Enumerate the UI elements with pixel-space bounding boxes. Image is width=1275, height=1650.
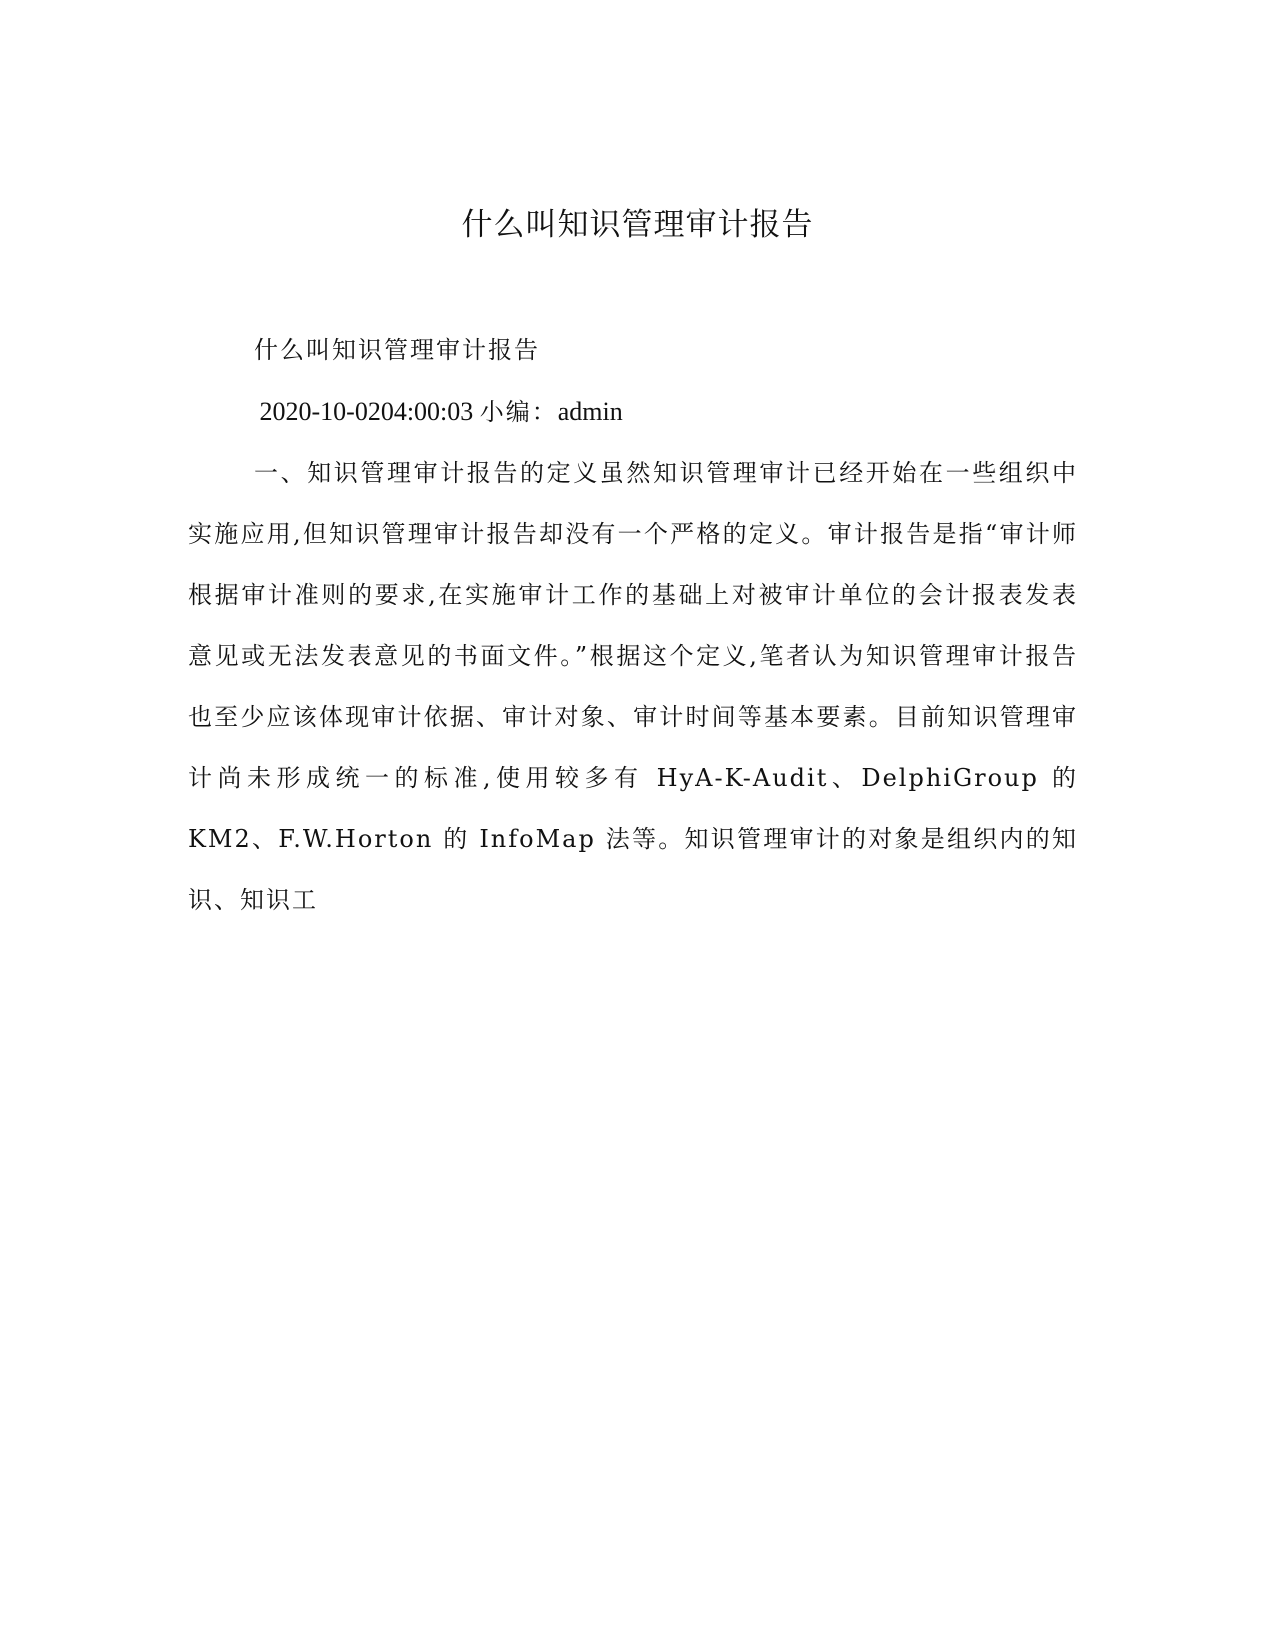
document-body <box>188 320 1078 931</box>
document-meta-line <box>188 381 1078 443</box>
document-title: 什么叫知识管理审计报告 <box>461 207 814 243</box>
document-subtitle: 什么叫知识管理审计报告 <box>254 336 540 364</box>
body-paragraph: 一、知识管理审计报告的定义虽然知识管理审计已经开始在一些组织中实施应用,但知识管理审计报告却没有一个严格的定义。审计报告是指“审计师根据审计准则的要求,在实施审计工作的基础上对被审计单位的会计报表发表意见或无法发表意见的书面文件。”根据这个定义,笔者认为知识管理审计报告也至少应该体现审计依据、审计对象、审计时间等基本要素。目前知识管理审计尚未形成统一的标准,使用较多有 HyA-K-Audit、DelphiGroup 的 KM2、F.W.Horton 的 InfoMap 法等。知识管理审计的对象是组织内的知识、知识工 <box>188 459 1078 914</box>
editor-label: 小编： <box>479 398 558 426</box>
publish-date: 2020-10-0204:00:03 <box>259 397 474 426</box>
editor-name: admin <box>557 397 623 426</box>
